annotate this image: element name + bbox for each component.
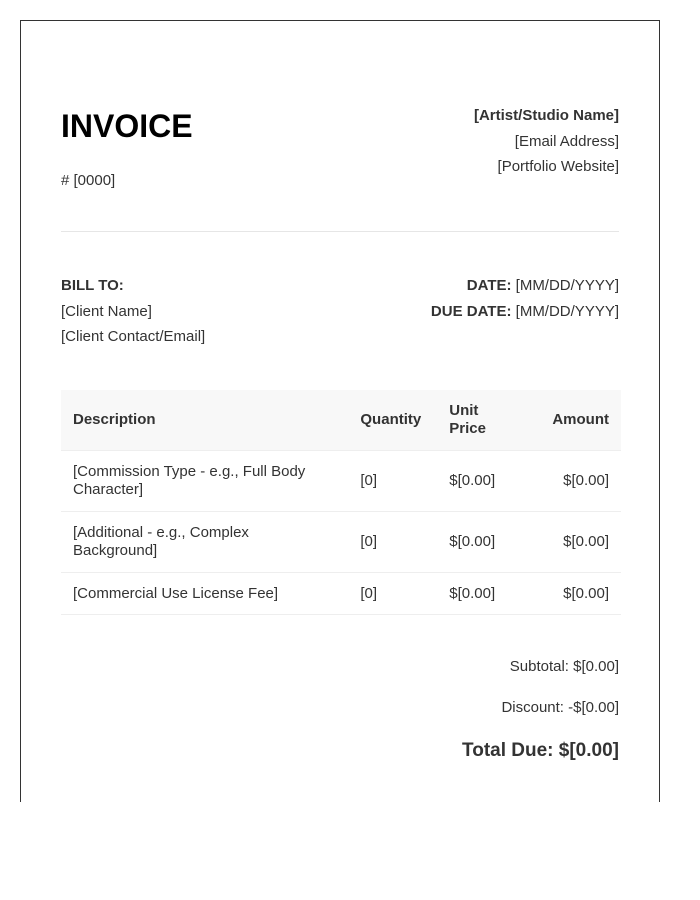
sender-website: [Portfolio Website]	[497, 158, 619, 175]
totals-section	[462, 657, 619, 763]
row-quantity: [0]	[348, 573, 437, 615]
row-description: [Commission Type - e.g., Full Body Character]	[61, 451, 348, 512]
date-line	[431, 273, 619, 299]
row-description: [Additional - e.g., Complex Background]	[61, 512, 348, 573]
invoice-sheet	[20, 20, 660, 802]
dates-section	[431, 273, 619, 324]
sender-name: [Artist/Studio Name]	[473, 107, 619, 124]
client-name: [Client Name]	[61, 302, 152, 320]
table-header-row	[61, 390, 621, 451]
due-date-line	[431, 299, 619, 325]
invoice-number: # [0000]	[61, 172, 116, 189]
header-quantity: Quantity	[348, 390, 437, 451]
header-description: Description	[61, 390, 348, 451]
invoice-title: INVOICE	[61, 108, 193, 144]
subtotal: Subtotal: $[0.00]	[509, 658, 619, 675]
sender-info	[474, 103, 619, 180]
client-contact: [Client Contact/Email]	[61, 328, 206, 345]
header-unit-price: Unit Price	[437, 390, 528, 451]
table-row	[61, 512, 621, 573]
row-unit-price: $[0.00]	[437, 451, 528, 512]
row-unit-price: $[0.00]	[437, 573, 528, 615]
row-quantity: [0]	[348, 512, 437, 573]
total-due: Total Due: $[0.00]	[462, 740, 619, 761]
due-date-label: DUE DATE:	[430, 302, 512, 320]
line-items-table	[61, 390, 621, 615]
bill-to-label: BILL TO:	[61, 277, 124, 294]
row-amount: $[0.00]	[528, 451, 621, 512]
header-divider	[61, 231, 619, 232]
row-unit-price: $[0.00]	[437, 512, 528, 573]
header-amount: Amount	[528, 390, 621, 451]
discount: Discount: -$[0.00]	[501, 699, 619, 716]
due-date-value: [MM/DD/YYYY]	[511, 302, 619, 320]
table-row	[61, 451, 621, 512]
row-amount: $[0.00]	[528, 573, 621, 615]
date-value: [MM/DD/YYYY]	[511, 277, 619, 294]
bill-to-section	[61, 273, 205, 350]
date-label: DATE:	[466, 277, 512, 294]
row-quantity: [0]	[348, 451, 437, 512]
row-amount: $[0.00]	[528, 512, 621, 573]
sender-email: [Email Address]	[514, 132, 619, 150]
row-description: [Commercial Use License Fee]	[61, 573, 348, 615]
table-row	[61, 573, 621, 615]
